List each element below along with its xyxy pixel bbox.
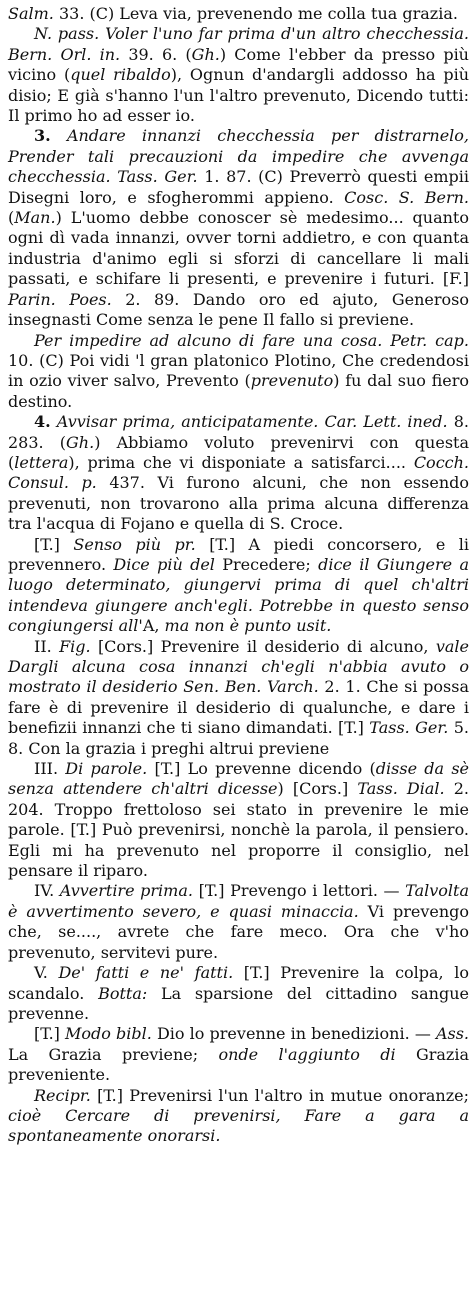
italic-text: cioè Cercare di prevenirsi, Fare a gara a spontaneamente onorarsi.	[8, 1105, 469, 1146]
italic-text: Recipr.	[34, 1085, 91, 1105]
bold-text: 3.	[34, 126, 51, 146]
entry-paragraph	[8, 1024, 469, 1085]
text-segment: Precedere;	[214, 554, 319, 574]
text-segment: [T.] A piedi concorsero, e li prevennero.	[8, 534, 469, 574]
text-segment: ) Come l'ebber da presso più vicino (	[8, 44, 469, 85]
text-segment: 1. 87. (C) Preverrò questi empii Disegni loro, e sfogherommi appieno.	[8, 167, 469, 207]
text-segment: II.	[34, 636, 60, 656]
italic-text: Ass.	[435, 1024, 470, 1044]
italic-text: disse da sè senza attendere ch'altri dicesse	[8, 759, 470, 799]
italic-text: Cosc. S. Bern.	[344, 187, 469, 207]
text-segment: A,	[142, 616, 165, 636]
text-segment: IV.	[34, 881, 60, 901]
text-segment: [T.]	[34, 534, 74, 554]
text-segment: Dio lo prevenne in benedizioni. —	[151, 1024, 436, 1044]
text-segment: 5. 8. Con la grazia i preghi altrui previene	[8, 718, 469, 758]
bold-text: 4.	[34, 412, 51, 432]
text-segment: 2. 89. Dando oro ed ajuto, Generoso insegnasti Come senza le pene Il fallo si previene.	[8, 289, 469, 330]
italic-text: onde l'aggiunto di	[218, 1044, 396, 1064]
text-segment: 39. 6. (	[120, 44, 192, 64]
entry-paragraph	[8, 881, 469, 963]
italic-text: Avvisar prima, anticipatamente. Car. Lett. ined.	[56, 412, 448, 432]
italic-text: Senso più pr.	[73, 534, 196, 554]
text-segment: V.	[34, 963, 59, 983]
entry-paragraph	[8, 126, 469, 330]
italic-text: Man.	[14, 208, 56, 228]
entry-paragraph	[8, 331, 469, 413]
text-segment: [T.]	[34, 1024, 66, 1044]
text-segment: Grazia preveniente.	[8, 1044, 470, 1085]
italic-text: vale Dargli alcuna cosa innanzi ch'egli n'abbia avuto o mostrato il desiderio Sen. Ben. Varch.	[8, 636, 469, 697]
text-segment: ) L'uomo debbe conoscer sè medesimo... quanto ogni dì vada innanzi, ovver torni addietro, e con quanta industria d'animo egli si sforzi di cancellare li mali passati, e schifare li presenti, e prevenire i futuri. [F.]	[8, 208, 469, 289]
text-segment: [T.] Lo prevenne dicendo (	[147, 759, 376, 779]
entry-paragraph	[8, 1086, 469, 1147]
italic-text: Modo bibl.	[65, 1024, 152, 1044]
italic-text: lettera	[14, 452, 69, 472]
italic-text: Tass. Dial.	[357, 779, 445, 799]
text-segment: Vi prevengo che, se...., avrete che fare meco. Ora che v'ho prevenuto, servitevi pure.	[8, 901, 470, 962]
italic-text: Tass. Ger.	[369, 718, 449, 738]
entry-paragraph	[8, 4, 469, 24]
text-segment: [Cors.] Prevenire il desiderio di alcuno,	[90, 636, 436, 656]
entry-paragraph	[8, 24, 469, 126]
text-segment: ), Ognun d'andargli addosso ha più disio; E già s'hanno l'un l'altro prevenuto, Dicendo tutti: Il primo ho ad esser io.	[8, 65, 470, 126]
italic-text: De' fatti e ne' fatti.	[58, 963, 234, 983]
text-segment: (	[8, 208, 15, 228]
text-segment: [T.] Prevenire la colpa, lo scandalo.	[8, 963, 470, 1003]
italic-text: prevenuto	[250, 371, 334, 391]
text-segment: 2. 1. Che si possa fare è di prevenire il desiderio di qualunche, e dare i benefizii innanzi che ti siano dimandati. [T.]	[8, 677, 470, 738]
entry-paragraph	[8, 759, 469, 881]
italic-text: quel ribaldo	[70, 65, 171, 85]
italic-text: Di parole.	[65, 759, 148, 779]
italic-text: Parin. Poes.	[8, 289, 112, 309]
entry-paragraph	[8, 637, 469, 759]
text-segment: La Grazia previene;	[8, 1044, 219, 1064]
text-segment: ), prima che vi disponiate a satisfarci....	[68, 452, 414, 472]
text-segment: 437. Vi furono alcuni, che non essendo prevenuti, non trovarono alla prima alcuna differenza tra l'acqua di Fojano e quella di S. Croce.	[8, 473, 470, 534]
italic-text: Botta:	[98, 983, 148, 1003]
italic-text: dice il Giungere a luogo determinato, giungervi prima di quel ch'altri intendeva giungere anch'egli. Potrebbe in questo senso congiungersi all'	[8, 554, 470, 636]
text-segment: ) Abbiamo voluto prevenirvi con questa (	[8, 432, 470, 472]
entry-paragraph	[8, 535, 469, 637]
italic-text: ma non è punto usit.	[164, 616, 332, 636]
text-segment: ) fu dal suo fiero destino.	[8, 371, 470, 411]
italic-text: Andare innanzi checchessia per distrarnelo, Prender tali precauzioni da impedire che avvenga checchessia. Tass. Ger.	[8, 126, 470, 187]
italic-text: Fig.	[59, 636, 91, 656]
italic-text: Gh.	[191, 44, 220, 64]
entry-paragraph	[8, 963, 469, 1024]
text-segment: ) [Cors.]	[277, 779, 358, 799]
italic-text: Gh.	[66, 432, 95, 452]
italic-text: Cocch. Consul. p.	[8, 452, 469, 493]
italic-text: Dice più del	[113, 554, 215, 574]
text-segment: 33. (C) Leva via, prevenendo me colla tua grazia.	[53, 4, 458, 23]
italic-text: Salm.	[8, 4, 54, 23]
text-segment: 2. 204. Troppo frettoloso sei stato in prevenire le mie parole. [T.] Può prevenirsi, nonchè la parola, il pensiero. Egli mi ha prevenuto nel proporre il consiglio, nel pensare il riparo.	[8, 779, 470, 881]
italic-text: Talvolta è avvertimento severo, e quasi minaccia.	[8, 881, 469, 921]
text-segment: La sparsione del cittadino sangue prevenne.	[8, 983, 470, 1023]
text-segment: 8. 283. (	[8, 412, 469, 452]
text-segment: [T.] Prevengo i lettori. —	[192, 881, 406, 901]
italic-text: Avvertire prima.	[59, 881, 193, 901]
italic-text: Per impedire ad alcuno di fare una cosa. Petr. cap.	[34, 330, 469, 350]
text-segment: 10. (C) Poi vidi 'l gran platonico Plotino, Che credendosi in ozio viver salvo, Prevento (	[8, 350, 469, 391]
entry-paragraph	[8, 412, 469, 534]
text-segment: [T.] Prevenirsi l'un l'altro in mutue onoranze;	[90, 1085, 469, 1105]
text-segment: III.	[34, 759, 66, 779]
italic-text: N. pass. Voler l'uno far prima d'un altro checchessia. Bern. Orl. in.	[8, 24, 469, 64]
text-segment	[51, 126, 67, 145]
